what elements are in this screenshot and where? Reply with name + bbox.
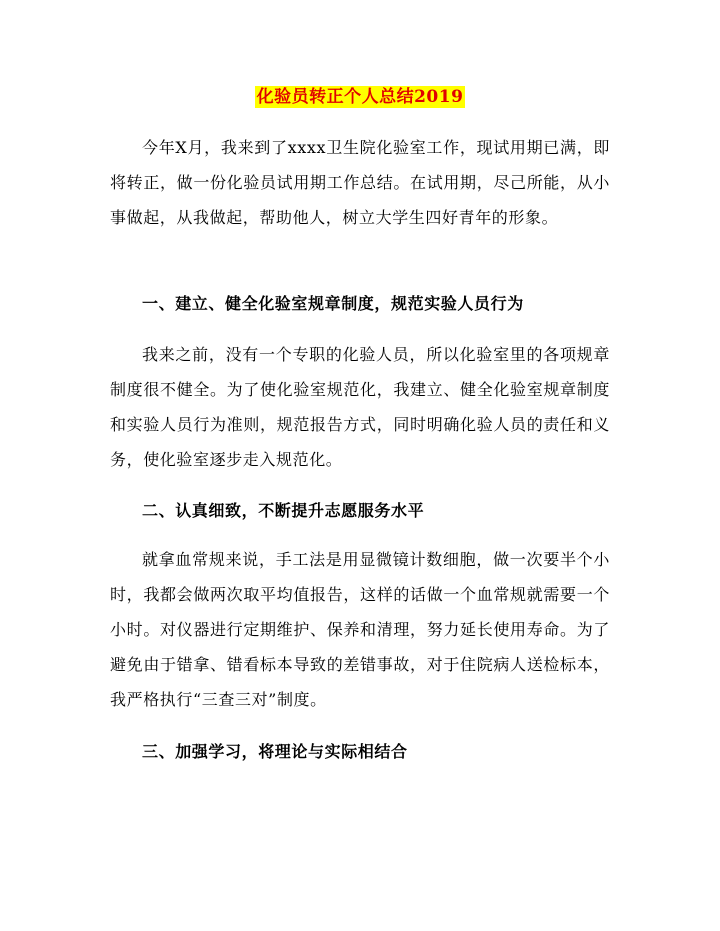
section-heading-1: 一、建立、健全化验室规章制度，规范实验人员行为 xyxy=(142,294,524,313)
title-wrapper xyxy=(0,86,720,108)
paragraph-section-1: 我来之前，没有一个专职的化验人员，所以化验室里的各项规章制度很不健全。为了使化验室规范化，我建立、健全化验室规章制度和实验人员行为准则，规范报告方式，同时明确化验人员的责任和义务，使化验室逐步走入规范化。 xyxy=(110,345,610,469)
section-heading-2: 二、认真细致，不断提升志愿服务水平 xyxy=(142,501,425,520)
document-title: 化验员转正个人总结2019 xyxy=(256,87,464,107)
paragraph-intro: 今年X月，我来到了xxxx卫生院化验室工作，现试用期已满，即将转正，做一份化验员试用期工作总结。在试用期，尽己所能，从小事做起，从我做起，帮助他人，树立大学生四好青年的形象。 xyxy=(110,138,610,227)
section-heading-3: 三、加强学习，将理论与实际相结合 xyxy=(142,742,408,761)
paragraph-section-2: 就拿血常规来说，手工法是用显微镜计数细胞，做一次要半个小时，我都会做两次取平均值报告，这样的话做一个血常规就需要一个小时。对仪器进行定期维护、保养和清理，努力延长使用寿命。为了避免由于错拿、错看标本导致的差错事故，对于住院病人送检标本，我严格执行“三查三对”制度。 xyxy=(110,550,610,709)
